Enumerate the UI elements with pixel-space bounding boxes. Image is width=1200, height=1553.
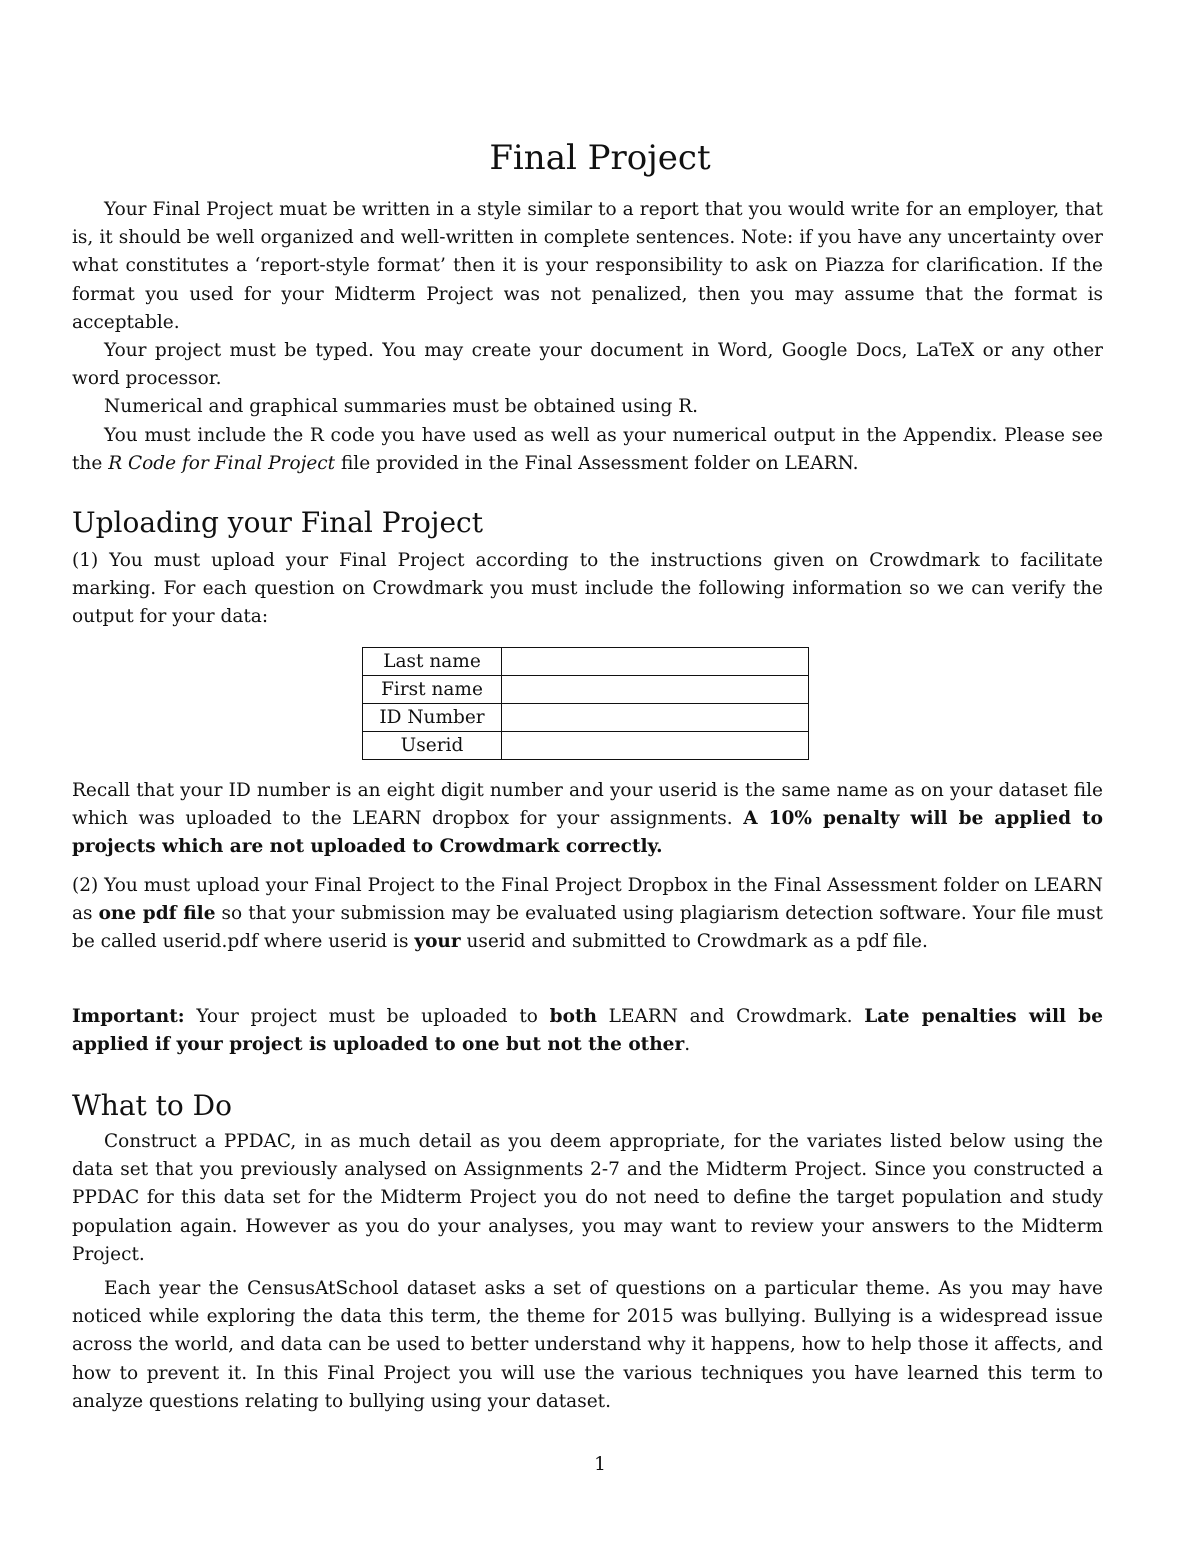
table-row	[363, 704, 809, 732]
upload-step-2-text-b: so that your submission may be evaluated using plagiarism detection software. Your file must be called userid.pdf where userid is	[72, 903, 1103, 953]
intro-p4-text-a: You must include the R code you have used as well as your numerical output in the Appendix. Please see the	[72, 424, 1103, 474]
table-field-last-name	[502, 648, 809, 676]
upload-step-2-text-c: userid and submitted to Crowdmark as a pdf file.	[460, 931, 928, 953]
late-penalty-warning: Late penalties will be applied if your project is uploaded to one but not the other	[72, 1006, 1103, 1056]
intro-paragraph-4	[72, 422, 1103, 478]
table-label-userid: Userid	[363, 732, 502, 760]
upload-step-1: (1) You must upload your Final Project according to the instructions given on Crowdmark to facilitate marking. For each question on Crowdmark you must include the following information so we can verify the output for your data:	[72, 550, 1103, 628]
what-to-do-paragraph-1: Construct a PPDAC, in as much detail as you deem appropriate, for the variates listed below using the data set that you previously analysed on Assignments 2-7 and the Midterm Project. Since you constructed a PPDAC for this data set for the Midterm Project you do not need to define the target population and study population again. However as you do your analyses, you may want to review your answers to the Midterm Project.	[72, 1131, 1103, 1265]
r-code-file-name: R Code for Final Project	[108, 452, 336, 474]
intro-paragraph-1: Your Final Project muat be written in a style similar to a report that you would write for an employer, that is, it should be well organized and well-written in complete sentences. Note: if you have any uncertainty over what constitutes a ‘report-style format’ then it is your responsibility to ask on Piazza for clarification. If the format you used for your Midterm Project was not penalized, then you may assume that the format is acceptable.	[72, 199, 1103, 333]
upload-step-2-text-a: (2) You must upload your Final Project to the Final Project Dropbox in the Final Assessment folder on LEARN as	[72, 875, 1103, 925]
what-to-do-paragraph-2: Each year the CensusAtSchool dataset asks a set of questions on a particular theme. As you may have noticed while exploring the data this term, the theme for 2015 was bullying. Bullying is a widespread issue across the world, and data can be used to better understand why it happens, how to help those it affects, and how to prevent it. In this Final Project you will use the various techniques you have learned this term to analyze questions relating to bullying using your dataset.	[72, 1278, 1103, 1412]
recall-section	[72, 777, 1103, 862]
recall-paragraph	[72, 777, 1103, 862]
penalty-warning: A 10% penalty will be applied to projects which are not uploaded to Crowdmark correctly.	[72, 808, 1103, 858]
upload-step-2	[72, 872, 1103, 957]
page-number: 1	[594, 1454, 606, 1475]
important-text-a: Your project must be uploaded to	[184, 1006, 550, 1027]
what-to-do-section	[72, 1128, 1103, 1416]
table-row	[363, 676, 809, 704]
uploading-heading: Uploading your Final Project	[72, 506, 483, 539]
table-label-first-name: First name	[363, 676, 502, 704]
your-emphasis: your	[414, 931, 461, 953]
both-emphasis: both	[549, 1006, 597, 1027]
intro-paragraph-2: Your project must be typed. You may create your document in Word, Google Docs, LaTeX or any other word processor.	[72, 340, 1103, 390]
intro-p4-text-b: file provided in the Final Assessment folder on LEARN.	[335, 452, 859, 474]
table-field-id-number	[502, 704, 809, 732]
important-notice	[72, 1003, 1103, 1059]
important-label: Important:	[72, 1006, 185, 1027]
table-label-id-number: ID Number	[363, 704, 502, 732]
important-text-b: LEARN and Crowdmark.	[596, 1006, 865, 1027]
table-row	[363, 732, 809, 760]
intro-paragraph-3: Numerical and graphical summaries must be obtained using R.	[104, 396, 699, 418]
table-field-userid	[502, 732, 809, 760]
important-text-c: .	[684, 1034, 691, 1056]
page-title: Final Project	[489, 138, 711, 178]
table-row	[363, 648, 809, 676]
uploading-intro	[72, 547, 1103, 632]
table-label-last-name: Last name	[363, 648, 502, 676]
upload-step-2-section	[72, 872, 1103, 957]
recall-text: Recall that your ID number is an eight digit number and your userid is the same name as on your dataset file which was uploaded to the LEARN dropbox for your assignments.	[72, 780, 1103, 830]
what-to-do-heading: What to Do	[72, 1089, 232, 1122]
table-field-first-name	[502, 676, 809, 704]
intro-section	[72, 196, 1103, 478]
student-info-table	[362, 647, 809, 760]
one-pdf-file-emphasis: one pdf file	[98, 903, 216, 925]
important-section	[72, 1003, 1103, 1059]
